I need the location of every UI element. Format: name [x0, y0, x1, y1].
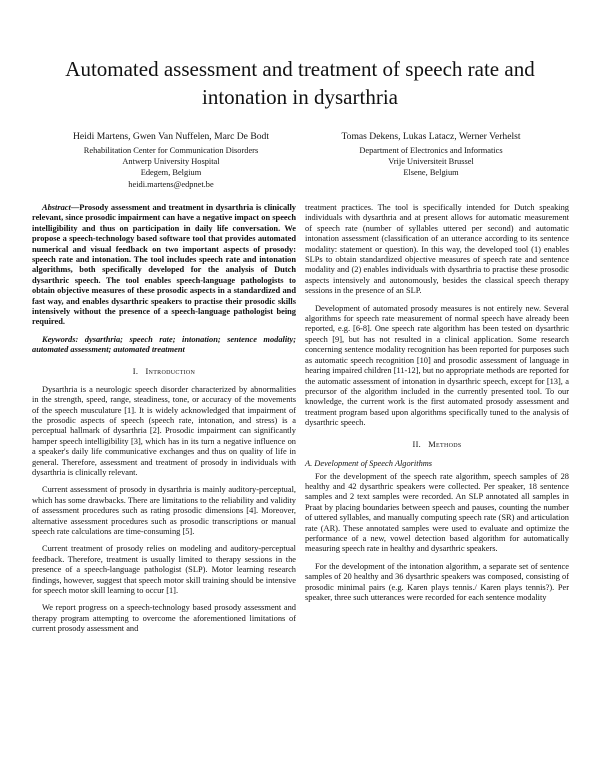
- keywords: [32, 335, 296, 356]
- affiliation-line: Elsene, Belgium: [403, 168, 459, 178]
- abstract: [32, 203, 296, 328]
- section-title: Methods: [428, 439, 462, 449]
- section-heading-introduction: [32, 366, 296, 377]
- affiliation-line: Antwerp University Hospital: [122, 157, 220, 167]
- section-heading-methods: [305, 439, 569, 450]
- affiliation-line: Vrije Universiteit Brussel: [388, 157, 474, 167]
- left-column: [32, 203, 296, 642]
- keywords-lead: Keywords:: [42, 334, 79, 344]
- author-names-left: Heidi Martens, Gwen Van Nuffelen, Marc De Bodt: [72, 131, 269, 142]
- paragraph: For the development of the speech rate algorithm, speech samples of 28 healthy and 42 dysarthric speakers were collected. Per speaker, 18 sentence samples and 2 text samples were recorded. An SLP annotated all samples in Praat by placing boundaries between speech and pauses, counting the number of uttered syllables, and manually computing speech rate (SR) and articulation rate (AR). These annotated samples were used to evaluate and optimize the performance of a new, vowel detection based algorithm for automatically measuring speech rate in healthy and dysarthric speakers.: [305, 471, 569, 554]
- author-block-right: [300, 130, 562, 179]
- right-column: [305, 203, 569, 610]
- affiliation-line: Edegem, Belgium: [140, 168, 202, 178]
- paragraph: We report progress on a speech-technology based prosody assessment and therapy program attempting to overcome the aforementioned limitations of current prosody assessment and: [32, 603, 296, 634]
- paragraph: Development of automated prosody measures is not entirely new. Several algorithms for speech rate measurement of normal speech have already been reported, e.g. [6-8]. One speech rate algorithm has been tested on dysarthric speech [9], but has not resulted in a clinical application. Some research concerning sentence modality recognition has been reported for purposes such as automatic speech recognition [10] and prosodic assessment of language in hearing impaired children [11-12], but no appropriate methods are reported for the automatic assessment of intonation in dysarthric speech, except for [13], a precursor of the algorithm included in the currently presented tool. To our knowledge, the current work is the first automated prosody assessment and treatment program based upon algorithms specifically tuned to the analysis of dysarthric speech.: [305, 303, 569, 428]
- affiliation-line: Rehabilitation Center for Communication Disorders: [83, 146, 259, 155]
- affiliation-line: Department of Electronics and Informatics: [359, 146, 503, 155]
- paragraph: Current assessment of prosody in dysarthria is mainly auditory-perceptual, which has some drawbacks. There are limitations to the reliability and validity of assessment procedures such as rating prosodic dimensions [4]. Moreover, alternative assessment procedures such as prosodic transcriptions or manual speech rate calculations are time-consuming [5].: [32, 485, 296, 536]
- author-block-left: [40, 130, 302, 190]
- paper-title: Automated assessment and treatment of speech rate and intonation in dysarthria: [65, 57, 535, 109]
- author-names-right: Tomas Dekens, Lukas Latacz, Werner Verhelst: [341, 131, 521, 142]
- paragraph: treatment practices. The tool is specifically intended for Dutch speaking individuals with dysarthria and at present allows for automatic measurement of speech rate (number of syllables uttered per second) and automatic intonation assessment (classification of an utterance according to its sentence modality: statement or question). In this way, the developed tool (1) enables SLPs to obtain standardized objective measures of speech rate and sentence modality and (2) enables individuals with dysarthria to practise these prosodic aspects intensively and autonomously, besides the classical speech therapy sessions in the presence of an SLP.: [305, 203, 569, 296]
- author-email: heidi.martens@edpnet.be: [128, 179, 214, 189]
- keywords-text: dysarthria; speech rate; intonation; sentence modality; automated assessment; automated treatment: [32, 334, 296, 355]
- paragraph: For the development of the intonation algorithm, a separate set of sentence samples of 20 healthy and 36 dysarthric speakers was composed, consisting of prosodic minimal pairs (e.g. Karen plays tennis./ Karen plays tennis?). Per speaker, three such utterances were recorded for each sentence modality: [305, 561, 569, 602]
- section-title: Introduction: [145, 366, 196, 376]
- section-number: I.: [132, 366, 139, 376]
- paragraph: Current treatment of prosody relies on modeling and auditory-perceptual feedback. Therefore, treatment is usually limited to therapy sessions in the presence of a speech-language pathologist (SLP). Motor learning research findings, however, suggest that speech motor skill training should be intensive for speech motor skill learning to occur [1].: [32, 544, 296, 595]
- abstract-lead: Abstract: [42, 203, 71, 212]
- subsection-heading: A. Development of Speech Algorithms: [305, 458, 433, 468]
- section-number: II.: [412, 439, 422, 449]
- paragraph: Dysarthria is a neurologic speech disorder characterized by abnormalities in the strength, speed, range, steadiness, tone, or accuracy of the movements of the speech musculature [1]. It is widely acknowledged that impairment of the prosodic aspects of speech (speech rate, intonation, and stress) is a perceptual hallmark of dysarthria [2]. Prosodic impairment can significantly hamper speech intelligibility [3], which has in its turn a negative influence on a speaker's daily life communicative exchanges and thus on quality of life in general. Therefore, assessment and treatment of prosody in individuals with dysarthria is clinically relevant.: [32, 384, 296, 477]
- abstract-text: —Prosody assessment and treatment in dysarthria is clinically relevant, since prosodic impairment can have a negative impact on speech intelligibility and thus on participation in daily life conversation. We propose a speech-technology based software tool that provides automated numerical and visual feedback on two important aspects of prosody: speech rate and intonation. The tool includes speech rate and intonation algorithms, both specifically developed for the analysis of Dutch dysarthric speech. The tool enables speech-language pathologists to obtain objective measures of these prosodic aspects in a standardized and fast way, and enables dysarthric speakers to practise their prosodic skills intensively without the presence of a speech-language pathologist being required.: [32, 203, 296, 327]
